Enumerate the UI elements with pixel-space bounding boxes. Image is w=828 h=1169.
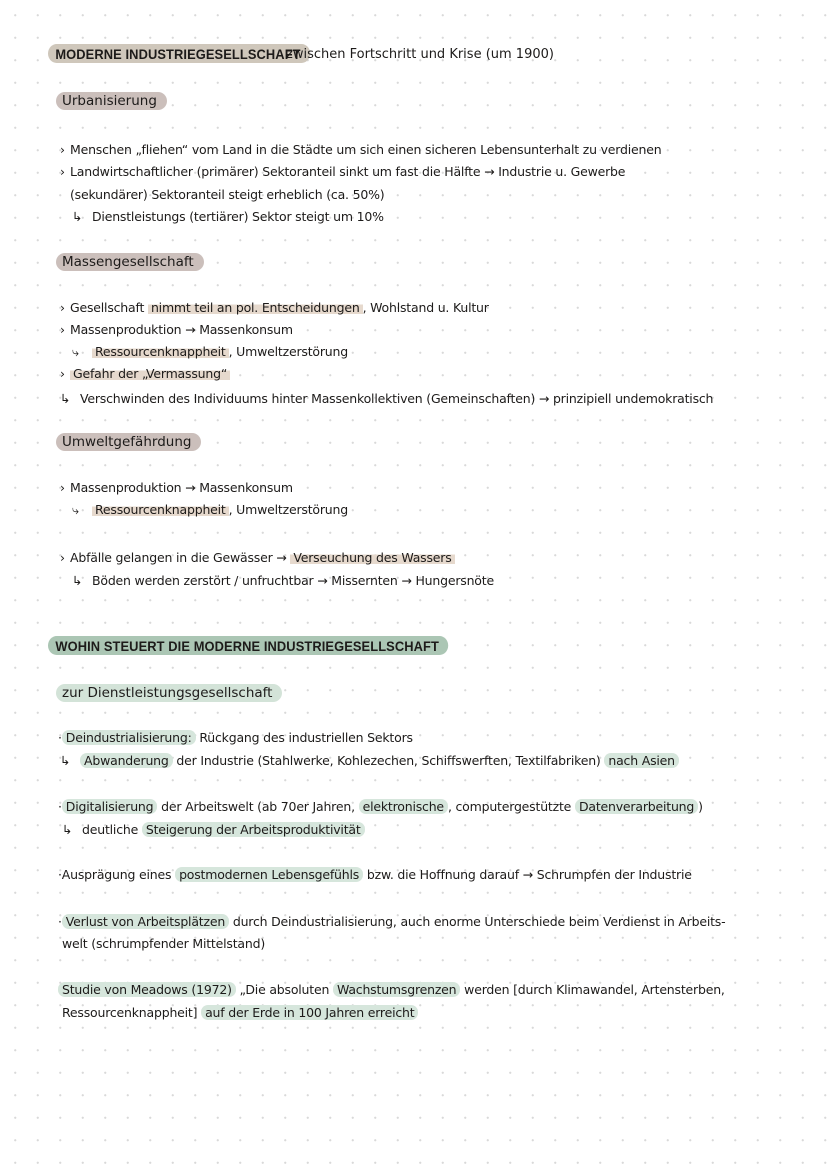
list-subitem: ⤷ Ressourcenknappheit , Umweltzerstörung bbox=[72, 344, 348, 359]
highlight: Wachstumsgrenzen bbox=[333, 982, 460, 997]
highlight: Verseuchung des Wassers bbox=[290, 550, 454, 565]
list-item: · Verlust von Arbeitsplätzen durch Deindustrialisierung, auch enorme Unterschiede beim Verdienst in Arbeits- bbox=[58, 914, 726, 929]
highlight: Gefahr der „Vermassung“ bbox=[70, 366, 230, 381]
heading-urbanisierung: Urbanisierung bbox=[56, 92, 167, 110]
sub-arrow-icon: ↳ bbox=[72, 209, 83, 224]
sub-hook-arrow-icon: ⤷ bbox=[72, 344, 79, 359]
list-item: · Digitalisierung der Arbeitswelt (ab 70er Jahren, elektronische , computergestützte Datenverarbeitung ) bbox=[58, 799, 703, 814]
list-item-continuation: Ressourcenknappheit] auf der Erde in 100 Jahren erreicht bbox=[62, 1005, 418, 1021]
bullet-icon: › bbox=[60, 300, 65, 315]
section-title-wohin: WOHIN STEUERT DIE MODERNE INDUSTRIEGESELLSCHAFT bbox=[48, 636, 448, 655]
list-item: › Menschen „fliehen“ vom Land in die Städte um sich einen sicheren Lebensunterhalt zu verdienen bbox=[60, 142, 662, 157]
list-item: › Massenproduktion → Massenkonsum bbox=[60, 322, 293, 337]
highlight: Studie von Meadows (1972) bbox=[58, 982, 236, 997]
list-item bbox=[60, 366, 230, 382]
dot-bullet-icon: · bbox=[58, 867, 62, 882]
dot-bullet-icon: · bbox=[58, 914, 62, 929]
highlight: Abwanderung bbox=[80, 753, 173, 768]
list-item-continuation: (sekundärer) Sektoranteil steigt erheblich (ca. 50%) bbox=[70, 187, 385, 202]
highlight: nach Asien bbox=[604, 753, 679, 768]
list-item: › Landwirtschaftlicher (primärer) Sektoranteil sinkt um fast die Hälfte → Industrie u. Gewerbe bbox=[60, 164, 626, 179]
list-item: › Abfälle gelangen in die Gewässer → Verseuchung des Wassers bbox=[60, 550, 455, 566]
list-item: ·Ausprägung eines postmodernen Lebensgefühls bzw. die Hoffnung darauf → Schrumpfen der Industrie bbox=[58, 867, 692, 882]
list-item-continuation: welt (schrumpfender Mittelstand) bbox=[62, 936, 265, 951]
bullet-icon: › bbox=[60, 550, 65, 565]
main-title: MODERNE INDUSTRIEGESELLSCHAFT bbox=[48, 44, 310, 63]
list-item: › Massenproduktion → Massenkonsum bbox=[60, 480, 293, 495]
heading-dienstleistungsgesellschaft: zur Dienstleistungsgesellschaft bbox=[56, 684, 282, 702]
list-subitem: ↳ deutliche Steigerung der Arbeitsproduktivität bbox=[62, 822, 365, 838]
highlight: Digitalisierung bbox=[62, 799, 158, 814]
list-subitem: ↳ Böden werden zerstört / unfruchtbar → Missernten → Hungersnöte bbox=[72, 573, 494, 588]
bullet-icon: › bbox=[60, 480, 65, 495]
highlight: Ressourcenknappheit bbox=[92, 502, 229, 517]
list-item: · Deindustrialisierung: Rückgang des industriellen Sektors bbox=[58, 730, 413, 745]
highlight: Deindustrialisierung: bbox=[62, 730, 196, 745]
list-subitem: ↳ Abwanderung der Industrie (Stahlwerke, Kohlezechen, Schiffswerften, Textilfabriken) nach Asien bbox=[60, 753, 679, 769]
list-item: Studie von Meadows (1972) „Die absoluten Wachstumsgrenzen werden [durch Klimawandel, Artensterben, bbox=[58, 982, 725, 998]
highlight: postmodernen Lebensgefühls bbox=[175, 867, 363, 882]
highlight: elektronische bbox=[359, 799, 448, 814]
sub-arrow-icon: ↳ bbox=[72, 573, 83, 588]
highlight: Steigerung der Arbeitsproduktivität bbox=[142, 822, 365, 837]
bullet-icon: › bbox=[60, 322, 65, 337]
dot-bullet-icon: · bbox=[58, 730, 62, 745]
heading-umweltgefaehrdung: Umweltgefährdung bbox=[56, 433, 201, 451]
list-subitem: ↳ Verschwinden des Individuums hinter Massenkollektiven (Gemeinschaften) → prinzipiell undemokratisch bbox=[60, 391, 714, 406]
sub-hook-arrow-icon: ⤷ bbox=[72, 502, 79, 517]
sub-arrow-icon: ↳ bbox=[60, 391, 71, 406]
heading-massengesellschaft: Massengesellschaft bbox=[56, 253, 204, 271]
highlight: Ressourcenknappheit bbox=[92, 344, 229, 359]
main-subtitle: zwischen Fortschritt und Krise (um 1900) bbox=[286, 47, 554, 62]
bullet-icon: › bbox=[60, 142, 65, 157]
sub-arrow-icon: ↳ bbox=[60, 753, 71, 768]
highlight: Datenverarbeitung bbox=[575, 799, 698, 814]
bullet-icon: › bbox=[60, 366, 65, 381]
highlight: Verlust von Arbeitsplätzen bbox=[62, 914, 229, 929]
list-subitem: ⤷ Ressourcenknappheit , Umweltzerstörung bbox=[72, 502, 348, 517]
list-subitem: ↳ Dienstleistungs (tertiärer) Sektor steigt um 10% bbox=[72, 209, 384, 224]
list-item: › Gesellschaft nimmt teil an pol. Entscheidungen , Wohlstand u. Kultur bbox=[60, 300, 489, 315]
highlight: auf der Erde in 100 Jahren erreicht bbox=[201, 1005, 418, 1020]
sub-arrow-icon: ↳ bbox=[62, 822, 73, 837]
highlight: nimmt teil an pol. Entscheidungen bbox=[148, 300, 363, 315]
bullet-icon: › bbox=[60, 164, 65, 179]
dot-bullet-icon: · bbox=[58, 799, 62, 814]
